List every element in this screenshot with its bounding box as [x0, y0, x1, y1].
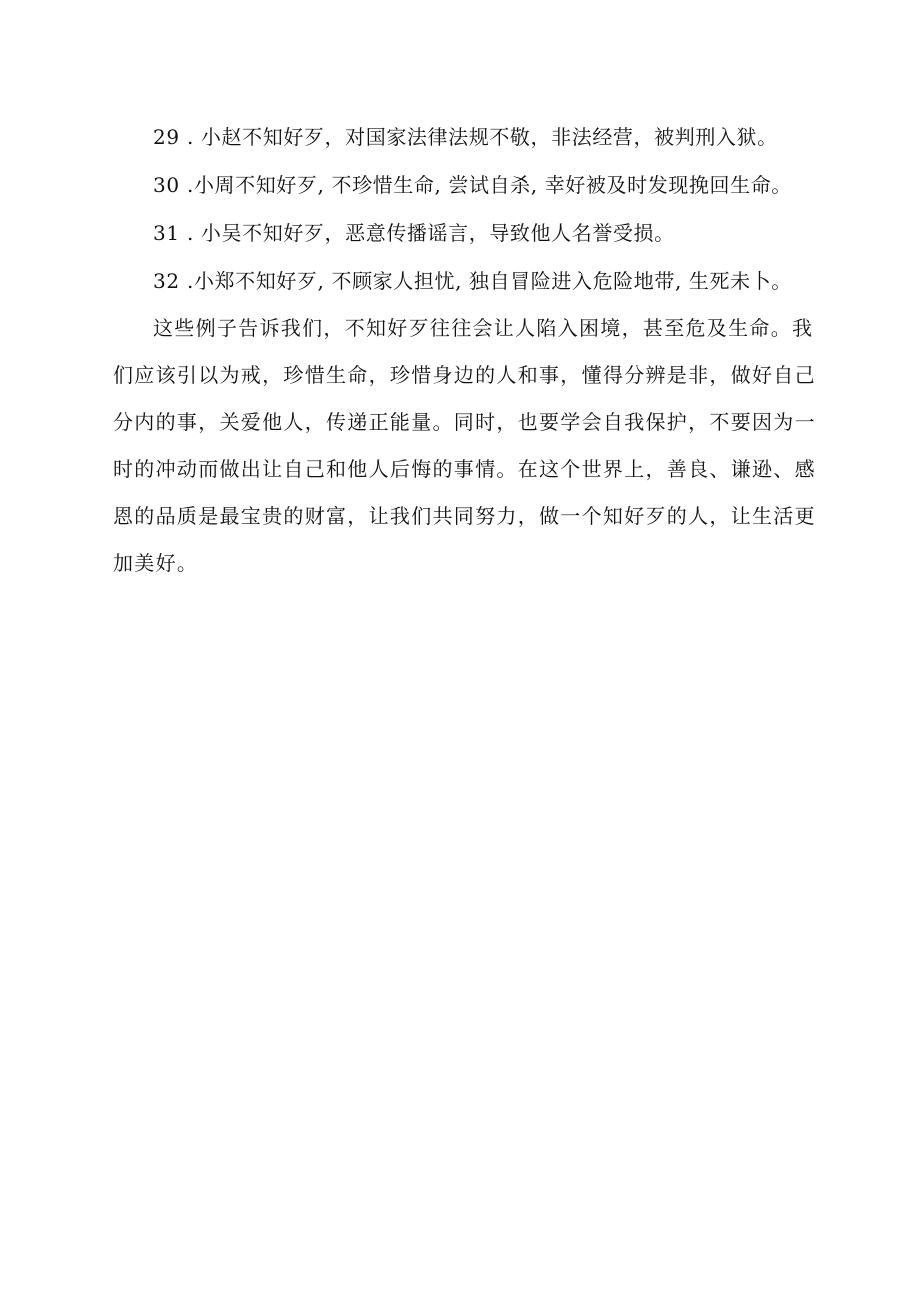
- conclusion-paragraph: 这些例子告诉我们，不知好歹往往会让人陷入困境，甚至危及生命。我们应该引以为戒，珍惜生命，珍惜身边的人和事，懂得分辨是非，做好自己分内的事，关爱他人，传递正能量。同时，也要学会自我保护，不要因为一时的冲动而做出让自己和他人后悔的事情。在这个世界上，善良、谦逊、感恩的品质是最宝贵的财富，让我们共同努力，做一个知好歹的人，让生活更加美好。: [113, 316, 816, 575]
- item-text: .小郑不知好歹, 不顾家人担忧, 独自冒险进入危险地带, 生死未卜。: [187, 269, 792, 293]
- item-number: 31: [153, 221, 180, 245]
- list-item: [113, 161, 825, 209]
- item-number: 29: [153, 125, 180, 149]
- item-text: . 小赵不知好歹，对国家法律法规不敬，非法经营，被判刑入狱。: [187, 125, 778, 149]
- item-text: .小周不知好歹, 不珍惜生命, 尝试自杀, 幸好被及时发现挽回生命。: [187, 173, 792, 197]
- item-number: 32: [153, 269, 180, 293]
- list-item: [113, 209, 825, 257]
- item-number: 30: [153, 173, 180, 197]
- list-item: [113, 113, 825, 161]
- list-item: [113, 257, 825, 305]
- document-body: [113, 113, 825, 587]
- item-text: . 小吴不知好歹，恶意传播谣言，导致他人名誉受损。: [187, 221, 675, 245]
